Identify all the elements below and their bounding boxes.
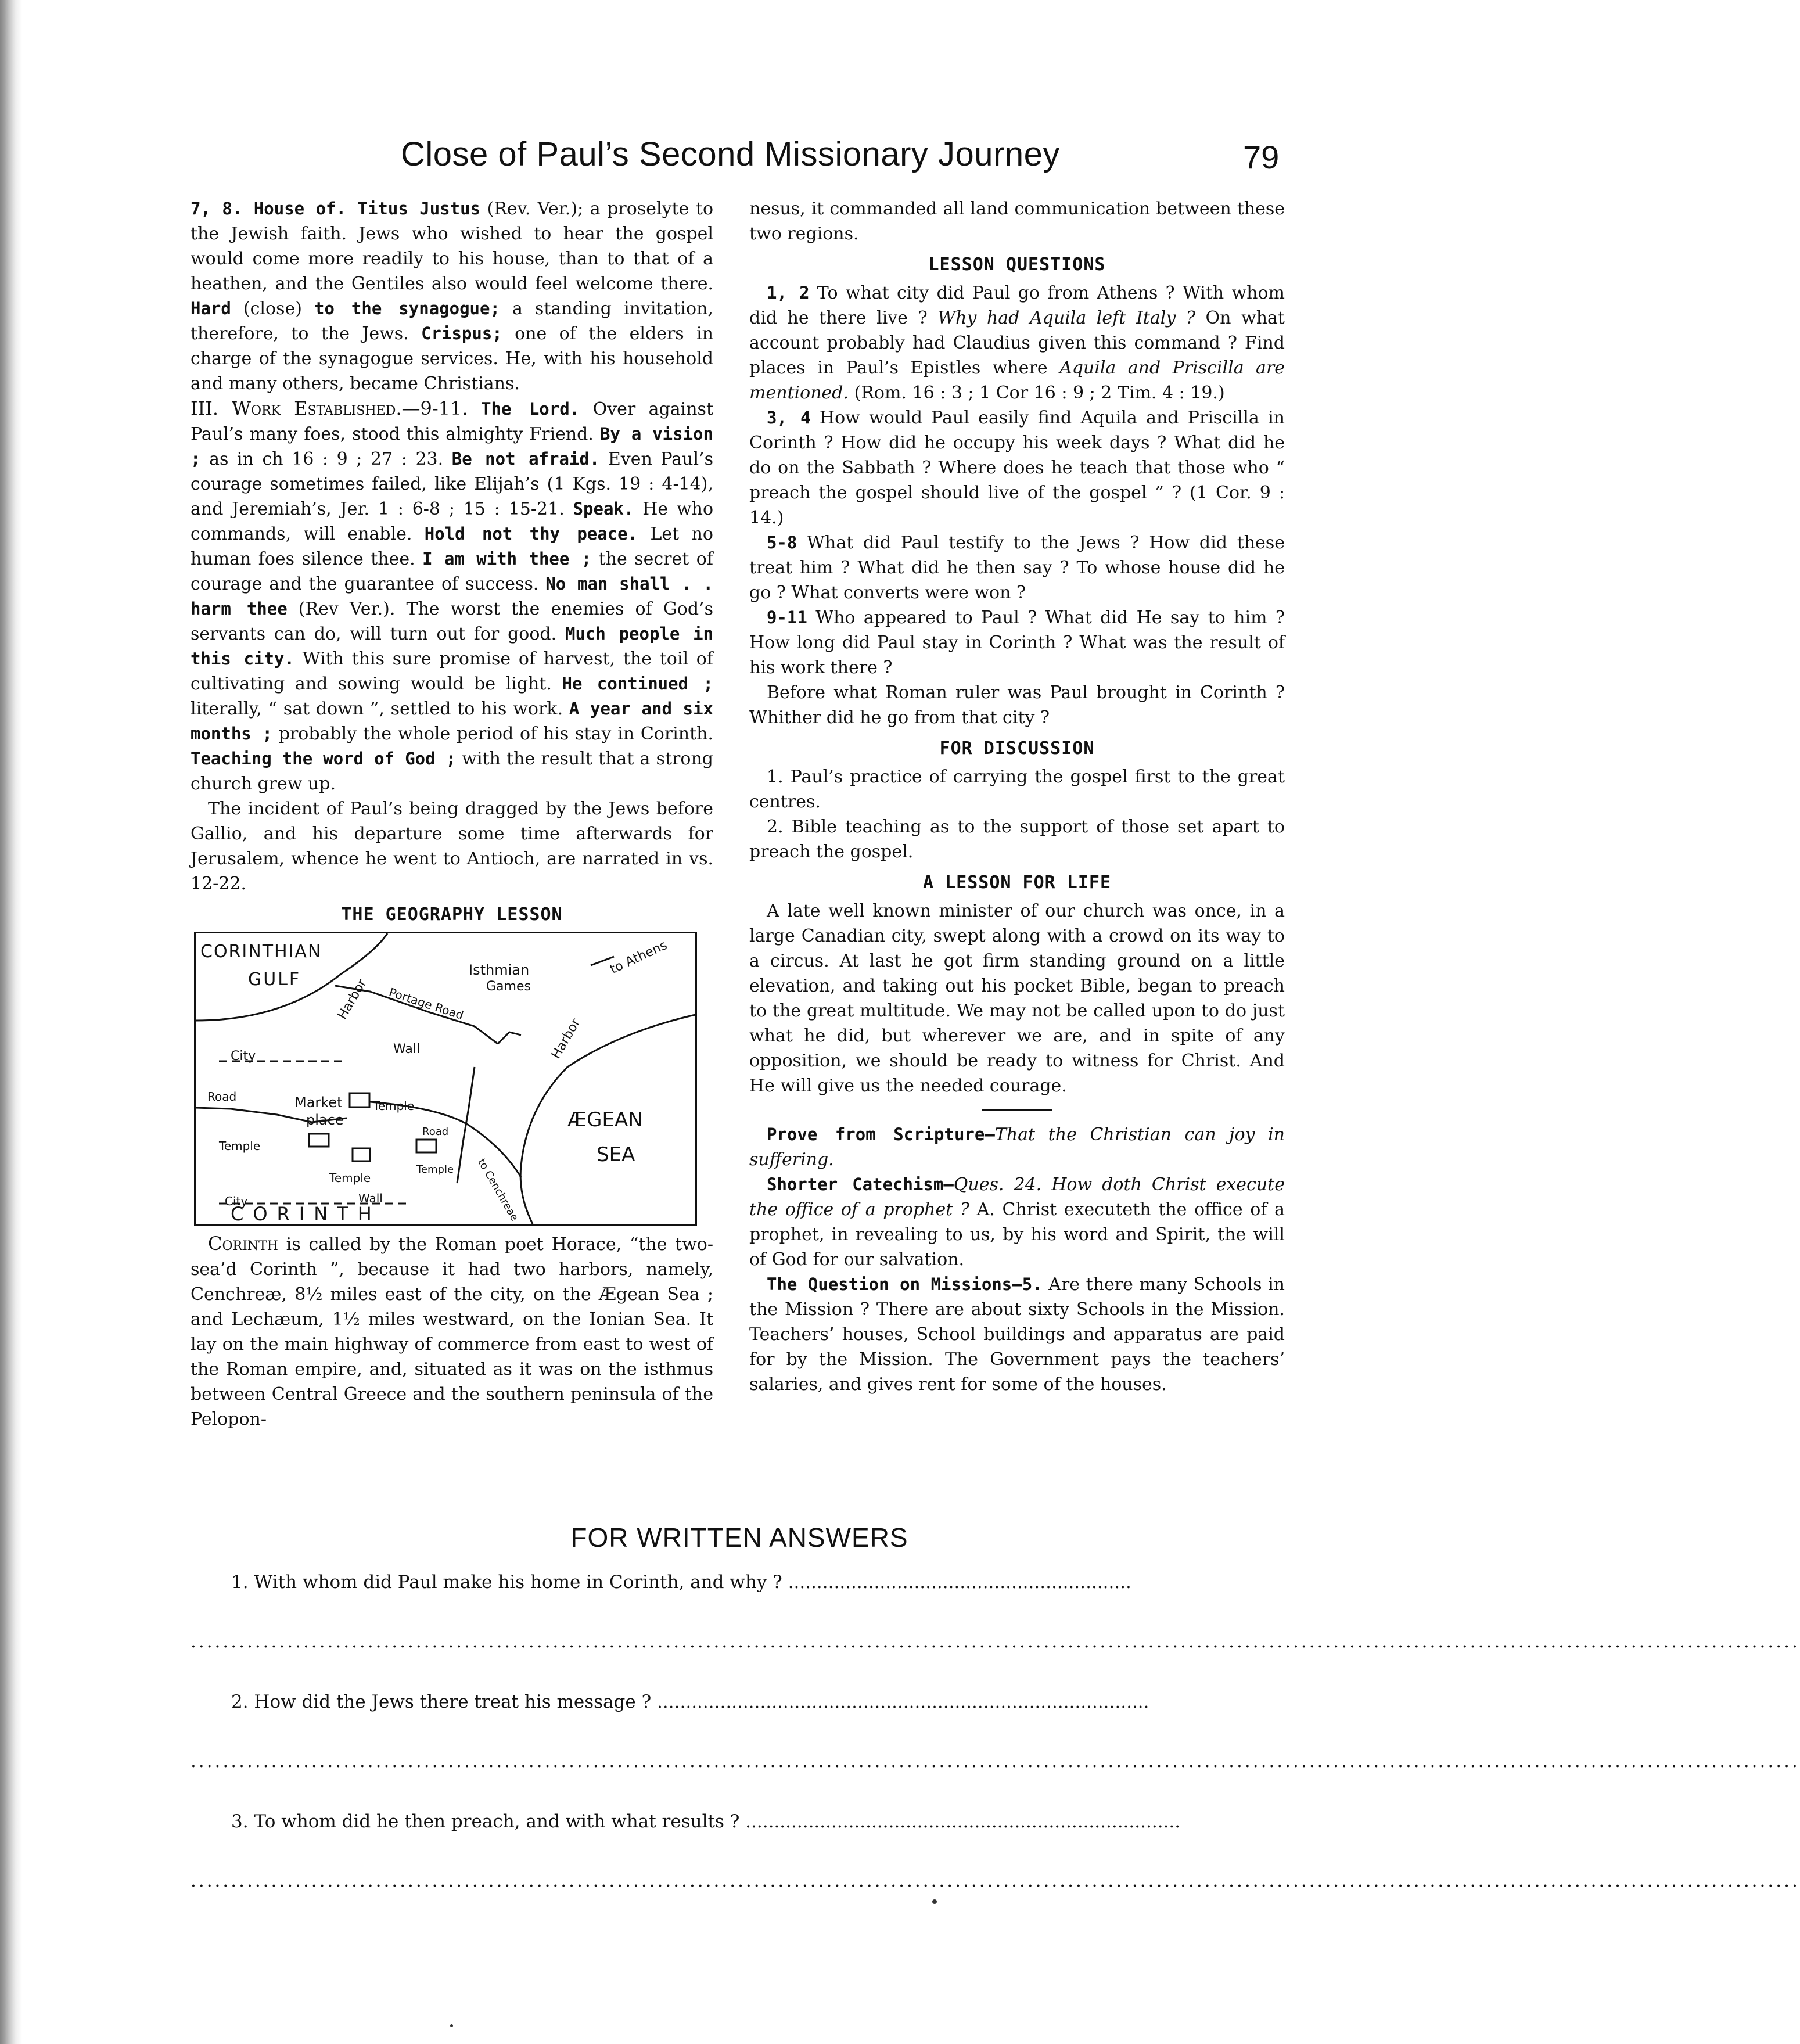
paragraph-gallio: The incident of Paul’s being dragged by the Jews before Gallio, and his departure some time afterwards for Jerusalem, whence he went to Antioch, are narrated in vs. 12-22. xyxy=(191,799,713,894)
answer-line-1[interactable]: ........................................................................................................................................................................................................ xyxy=(191,1631,1800,1652)
map-label-wall-south: Wall xyxy=(358,1191,383,1205)
page-number: 79 xyxy=(1243,139,1280,175)
paragraph-work-established: III. Work Established.—9-11. The Lord. Over against Paul’s many foes, stood this almighty Friend. By a vision ; as in ch 16 : 9 ; 27 : 23. Be not afraid. Even Paul’s courage sometimes failed, like Elijah’s (1 Kgs. 19 : 4-14), and Jeremiah’s, Jer. 1 : 6-8 ; 15 : 15-21. Speak. He who commands, will enable. Hold not thy peace. Let no human foes silence thee. I am with thee ; the secret of courage and the guarantee of success. No man shall . . harm thee (Rev Ver.). The worst the enemies of God’s servants can do, will turn out for good. Much people in this city. With this sure promise of harvest, the toil of cultivating and sowing would be light. He continued ; literally, “ sat down ”, settled to his work. A year and six months ; probably the whole period of his stay in Corinth. Teaching the word of God ; with the result that a strong church grew up. xyxy=(191,397,714,794)
written-question-2: 2. How did the Jews there treat his message ? ...................................................................................... xyxy=(231,1691,1149,1712)
discussion-item-2: 2. Bible teaching as to the support of those set apart to preach the gospel. xyxy=(749,817,1285,862)
section-divider xyxy=(982,1109,1052,1111)
map-label-temple-1: Temple xyxy=(219,1139,261,1153)
map-label-harbor-west: Harbor xyxy=(335,976,370,1022)
paragraph-corinth-description: Corinth is called by the Roman poet Horace, “the two-sea’d Corinth ”, because it had two harbors, namely, Cenchreæ, 8½ miles east of the city, on the Ægean Sea ; and Lechæum, 1½ miles westward, on the Ionian Sea. It lay on the main highway of commerce from east to west of the Roman empire, and, situated as it was on the isthmus between Central Greece and the southern peninsula of the Pelopon- xyxy=(191,1233,713,1429)
question-block-1: 1, 2 To what city did Paul go from Athens ? With whom did he there live ? Why had Aquila left Italy ? On what account probably had Claudius given this command ? Find places in Paul’s Epistles where Aquila and Priscilla are mentioned. (Rom. 16 : 3 ; 1 Cor 16 : 9 ; 2 Tim. 4 : 19.) xyxy=(749,283,1285,403)
map-label-portage-road: Portage Road xyxy=(387,985,466,1023)
map-label-harbor-east: Harbor xyxy=(549,1016,584,1062)
question-block-2: 3, 4 How would Paul easily find Aquila and Priscilla in Corinth ? How did he occupy his week days ? What did he do on the Sabbath ? Where does he teach that those who “ preach the gospel should live of the gospel ” ? (1 Cor. 9 : 14.) xyxy=(749,408,1285,528)
map-label-city-north: City xyxy=(231,1049,256,1064)
map-label-road-2: Road xyxy=(422,1126,449,1138)
map-label-wall-north: Wall xyxy=(393,1042,421,1057)
map-label-place: place xyxy=(306,1112,344,1128)
lesson-questions-heading: LESSON QUESTIONS xyxy=(928,254,1106,275)
map-label-to-cenchreae: to Cenchreae xyxy=(475,1156,521,1223)
right-column xyxy=(749,196,1285,1397)
map-label-aegean: ÆGEAN xyxy=(567,1108,643,1131)
question-on-missions: The Question on Missions—5. Are there many Schools in the Mission ? There are about sixty Schools in the Mission. Teachers’ houses, School buildings and apparatus are paid for by the Mission. The Government pays the teachers’ salaries, and gives rent for some of the houses. xyxy=(749,1274,1285,1395)
map-label-isthmian: Isthmian xyxy=(469,962,530,978)
lesson-for-life-heading: A LESSON FOR LIFE xyxy=(922,872,1112,893)
paragraph-continuation: nesus, it commanded all land communication between these two regions. xyxy=(749,199,1285,244)
written-question-1: 1. With whom did Paul make his home in Corinth, and why ? ............................................................ xyxy=(231,1572,1131,1593)
written-answers-section xyxy=(191,1522,1800,1928)
answer-line-2[interactable]: ........................................................................................................................................................................................................ xyxy=(191,1751,1800,1772)
map-label-temple-4: Temple xyxy=(416,1163,454,1176)
question-block-5: Before what Roman ruler was Paul brought in Corinth ? Whither did he go from that city ? xyxy=(749,682,1285,728)
page-header xyxy=(0,135,1415,181)
map-label-corinth: CORINTH xyxy=(231,1203,381,1225)
road-junction xyxy=(498,1032,521,1044)
running-title: Close of Paul’s Second Missionary Journey xyxy=(401,135,1060,173)
question-block-3: 5-8 What did Paul testify to the Jews ? How did these treat him ? What did he then say ? To whose house did he go ? What converts were won ? xyxy=(749,533,1285,603)
map-label-games: Games xyxy=(486,979,531,994)
paragraph-house-of-titus: 7, 8. House of. Titus Justus (Rev. Ver.); a proselyte to the Jewish faith. Jews who wished to hear the gospel would come more readily to his house, than to that of a heathen, and the Gentiles also would feel welcome there. Hard (close) to the synagogue; a standing invitation, therefore, to the Jews. Crispus; one of the elders in charge of the synagogue services. He, with his household and many others, became Christians. xyxy=(191,199,714,394)
map-label-corinthian: CORINTHIAN xyxy=(200,942,322,962)
lesson-for-life-text: A late well known minister of our church was once, in a large Canadian city, swept along with a crowd on its way to a circus. At last he got firm standing ground on a little elevation, and taking out his pocket Bible, began to preach to the great multitude. We may not be called upon to do just what he did, but wherever we are, and in spite of any opposition, we should be ready to witness for Christ. And He will give us the needed courage. xyxy=(749,901,1285,1096)
map-label-market: Market xyxy=(294,1094,343,1111)
temple-marker-2 xyxy=(350,1093,369,1107)
shorter-catechism: Shorter Catechism—Ques. 24. How doth Christ execute the office of a prophet ? A. Christ executeth the office of a prophet, in revealing to us, by his word and Spirit, the will of God for our salvation. xyxy=(749,1174,1285,1270)
discussion-item-1: 1. Paul’s practice of carrying the gospel first to the great centres. xyxy=(749,767,1285,812)
map-label-to-athens: to Athens xyxy=(608,937,670,978)
question-block-4: 9-11 Who appeared to Paul ? What did He say to him ? How long did Paul stay in Corinth ? What was the result of his work there ? xyxy=(749,608,1285,678)
scan-speck xyxy=(932,1899,937,1904)
map-label-temple-2: Temple xyxy=(373,1099,415,1113)
temple-marker-3 xyxy=(353,1148,370,1161)
map-label-temple-3: Temple xyxy=(329,1171,371,1185)
answer-line-3[interactable]: ........................................................................................................................................................................................................ xyxy=(191,1870,1800,1891)
map-label-sea: SEA xyxy=(597,1143,635,1166)
written-question-3: 3. To whom did he then preach, and with what results ? ............................................................................ xyxy=(231,1811,1181,1832)
corinth-map xyxy=(194,932,697,1226)
map-label-gulf: GULF xyxy=(248,969,301,990)
prove-from-scripture: Prove from Scripture—That the Christian can joy in suffering. xyxy=(749,1125,1285,1170)
left-column xyxy=(191,196,713,1432)
written-answers-heading: FOR WRITTEN ANSWERS xyxy=(570,1522,908,1553)
scan-speck xyxy=(450,2024,453,2027)
geography-heading: THE GEOGRAPHY LESSON xyxy=(341,904,563,925)
temple-marker-1 xyxy=(309,1134,329,1147)
map-label-city-south: City xyxy=(225,1194,248,1208)
scan-edge xyxy=(0,0,22,2044)
discussion-heading: FOR DISCUSSION xyxy=(939,738,1095,759)
map-label-road: Road xyxy=(207,1090,237,1104)
